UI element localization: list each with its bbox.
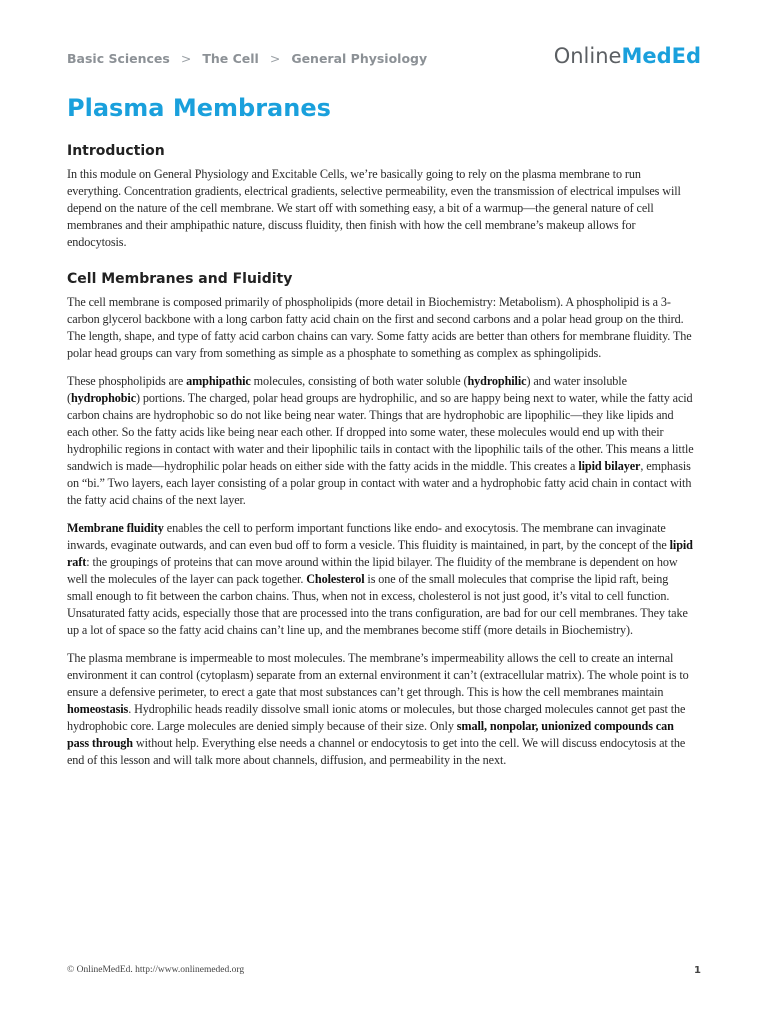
text-run: ) portions. The charged, polar head groups are hydrophilic, and so are happy being next to water, while the fatty acid carbon chains are hydrophobic so do not like being near water. Things that are hydrophobic are lipophilic—they like lipids and each other. So the fatty acids like being near each other. If dropped into some water, these molecules would end up with their hydrophilic regions in contact with water and their lipophilic tails in contact with the lipophilic tails of the other. This means a little sandwich is made—hydrophilic polar heads on either side with the fatty acids in the middle. This creates a [67, 391, 694, 473]
text-run: The plasma membrane is impermeable to most molecules. The membrane’s impermeability allows the cell to create an internal environment it can control (cytoplasm) separate from an external environment it can’t (extracellular matrix). The whole point is to ensure a defensive perimeter, to erect a gate that most substances can’t get through. This is how the cell membranes maintain [67, 651, 689, 699]
bold-term: Cholesterol [306, 572, 365, 586]
breadcrumb-item-the-cell[interactable]: The Cell [202, 51, 259, 66]
paragraph [67, 650, 697, 769]
breadcrumb [67, 51, 427, 66]
text-run: is one of the small molecules that comprise the lipid raft, being small enough to fit between the carbon chains. Thus, when not in excess, cholesterol is not just good, it’s vital to cell function. Unsaturated fatty acids, especially those that are processed into the trans configuration, are bad for our cell membranes. They take up a lot of space so the fatty acid chains can’t line up, and the membranes become stiff (more details in Biochemistry). [67, 572, 688, 637]
bold-term: hydrophilic [467, 374, 527, 388]
page-number: 1 [694, 965, 701, 976]
page-footer [67, 965, 701, 975]
chevron-right-icon: > [180, 51, 192, 66]
text-run: The cell membrane is composed primarily of phospholipids (more detail in Biochemistry: Metabolism). A phospholipid is a 3-carbon glycerol backbone with a long carbon fatty acid chain on the first and second carbons and a polar head group on the third. The length, shape, and type of fatty acid carbon chains can vary. Some fatty acids are better than others for membrane fluidity. The polar head groups can vary from something as simple as a phosphate to something as complex as sphingolipids. [67, 295, 692, 360]
paragraph [67, 166, 697, 251]
onlinemeded-logo [554, 44, 701, 68]
bold-term: small, nonpolar, unionized compounds can pass through [67, 719, 674, 750]
bold-term: amphipathic [186, 374, 251, 388]
breadcrumb-item-general-physiology[interactable]: General Physiology [291, 51, 428, 66]
bold-term: hydrophobic [70, 391, 137, 405]
text-run: . Hydrophilic heads readily dissolve small ionic atoms or molecules, but those charged molecules cannot get past the hydrophobic core. Large molecules are denied simply because of their size. Only [67, 702, 686, 733]
breadcrumb-item-basic-sciences[interactable]: Basic Sciences [67, 51, 170, 66]
text-run: without help. Everything else needs a channel or endocytosis to get into the cell. We will discuss endocytosis at the end of this lesson and will talk more about channels, diffusion, and permeability in the next. [67, 736, 686, 767]
bold-term: homeostasis [67, 702, 129, 716]
page-title: Plasma Membranes [67, 94, 331, 122]
page-header [67, 44, 701, 72]
section-heading-introduction: Introduction [67, 143, 165, 159]
text-run: molecules, consisting of both water soluble ( [250, 374, 468, 388]
paragraph [67, 373, 697, 509]
logo-text-online: Online [553, 44, 622, 68]
copyright-text: © OnlineMedEd. http://www.onlinemeded.org [67, 965, 245, 975]
paragraph [67, 520, 697, 639]
text-run: These phospholipids are [67, 374, 187, 388]
text-run: enables the cell to perform important functions like endo- and exocytosis. The membrane can invaginate inwards, evaginate outwards, and can even bud off to form a vesicle. This fluidity is maintained, in part, by the concept of the [67, 521, 670, 552]
text-run: : the groupings of proteins that can move around within the lipid bilayer. The fluidity of the membrane is dependent on how well the molecules of the layer can pack together. [67, 555, 678, 586]
logo-text-meded: MedEd [621, 44, 701, 68]
text-run: , emphasis on “bi.” Two layers, each layer consisting of a polar group in contact with water and a hydrophobic fatty acid chain in contact with the fatty acid chains of the next layer. [67, 459, 692, 507]
text-run: In this module on General Physiology and Excitable Cells, we’re basically going to rely on the plasma membrane to run everything. Concentration gradients, electrical gradients, selective permeability, even the transmission of electrical impulses will depend on the nature of the cell membrane. We start off with something easy, a bit of a warmup—the general nature of cell membranes and their amphipathic nature, discuss fluidity, then finish with how the cell membrane’s makeup allows for endocytosis. [67, 167, 681, 249]
bold-term: lipid bilayer [578, 459, 641, 473]
section-heading-cell-membranes: Cell Membranes and Fluidity [67, 271, 293, 287]
document-body [67, 143, 697, 780]
bold-term: lipid raft [67, 538, 693, 569]
bold-term: Membrane fluidity [67, 521, 164, 535]
paragraph [67, 294, 697, 362]
text-run: ) and water insoluble ( [67, 374, 627, 405]
chevron-right-icon: > [269, 51, 281, 66]
